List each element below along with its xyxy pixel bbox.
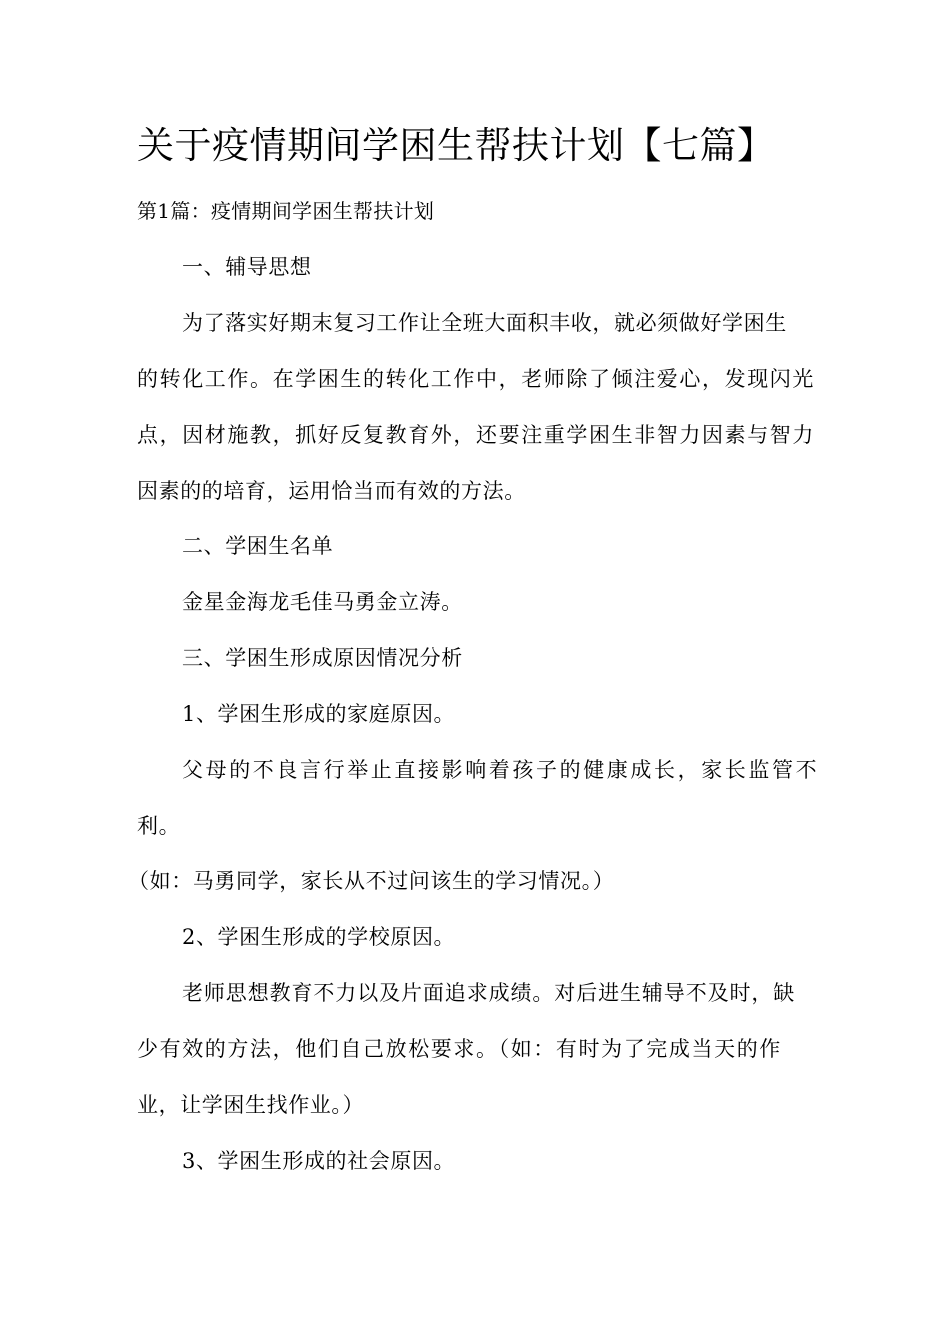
paragraph-line: 点，因材施教，抓好反复教育外，还要注重学困生非智力因素与智力	[137, 423, 815, 447]
paragraph-line	[182, 309, 825, 337]
document-title: 关于疫情期间学困生帮扶计划【七篇】	[137, 124, 775, 167]
paragraph-line: 的转化工作。在学困生的转化工作中，老师除了倾注爱心，发现闪光	[137, 367, 815, 391]
paragraph-line: 父母的不良言行举止直接影响着孩子的健康成长，家长监管不	[182, 758, 820, 782]
subheading-school-reasons: 2、学困生形成的学校原因。	[182, 925, 456, 949]
paragraph-text: 为了落实好期末复习工作让全班大面积丰收，就必须做好学困生	[182, 311, 787, 335]
section-heading-analysis: 三、学困生形成原因情况分析	[182, 646, 463, 670]
paragraph-line: 业，让学困生找作业。）	[137, 1093, 365, 1117]
subheading-social-reasons: 3、学困生形成的社会原因。	[182, 1149, 456, 1173]
paragraph-line: 因素的的培育，运用恰当而有效的方法。	[137, 479, 526, 503]
article-subtitle: 第1篇：疫情期间学困生帮扶计划	[137, 199, 435, 223]
example-note: （如：马勇同学，家长从不过问该生的学习情况。）	[128, 869, 615, 893]
paragraph-line: 老师思想教育不力以及片面追求成绩。对后进生辅导不及时，缺	[182, 981, 796, 1005]
paragraph-line: 少有效的方法，他们自己放松要求。（如：有时为了完成当天的作	[137, 1037, 782, 1061]
paragraph-line: 利。	[137, 814, 181, 838]
section-heading-students: 二、学困生名单	[182, 534, 334, 558]
section-heading-guidance: 一、辅导思想	[182, 255, 312, 279]
subheading-family-reasons: 1、学困生形成的家庭原因。	[182, 702, 456, 726]
student-name-list: 金星金海龙毛佳马勇金立涛。	[182, 590, 463, 614]
